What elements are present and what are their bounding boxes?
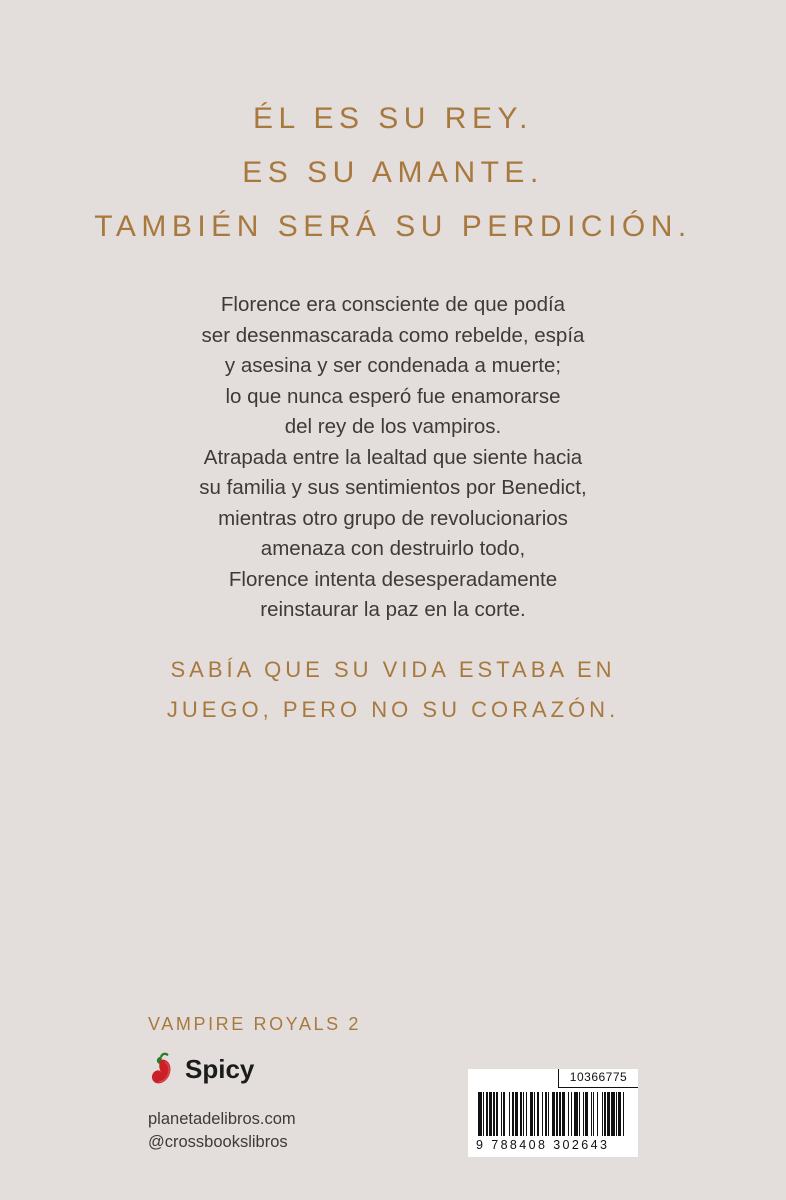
synopsis-line: Atrapada entre la lealtad que siente hacia (203, 445, 583, 469)
tagline-line-3: TAMBIÉN SERÁ SU PERDICIÓN. (94, 210, 692, 243)
synopsis-line: Florence intenta desesperadamente (228, 567, 558, 591)
imprint-name: Spicy (185, 1053, 255, 1084)
tagline-line-1: ÉL ES SU REY. (253, 102, 533, 135)
barcode-top-code: 10366775 (558, 1069, 638, 1088)
barcode-bars (478, 1092, 628, 1136)
footer-links (148, 1108, 296, 1154)
barcode-isbn-digits: 9 788408 302643 (476, 1138, 610, 1152)
synopsis-line: lo que nunca esperó fue enamorarse (225, 384, 561, 408)
tagline-line-2: ES SU AMANTE. (242, 156, 544, 189)
synopsis-line: reinstaurar la paz en la corte. (260, 598, 526, 621)
chili-pepper-icon (146, 1052, 176, 1086)
series-label: VAMPIRE ROYALS 2 (148, 1014, 361, 1034)
synopsis-line: y asesina y ser condenada a muerte; (224, 354, 562, 377)
closing-tagline-line-1: SABÍA QUE SU VIDA ESTABA EN (170, 657, 616, 682)
synopsis-line: su familia y sus sentimientos por Benedict, (199, 476, 587, 499)
synopsis-line: mientras otro grupo de revolucionarios (218, 506, 568, 530)
barcode (468, 1069, 638, 1157)
synopsis-line: Florence era consciente de que podía (220, 293, 566, 316)
synopsis-line: del rey de los vampiros. (284, 415, 502, 438)
website-url[interactable]: planetadelibros.com (148, 1110, 296, 1128)
closing-tagline-line-2: JUEGO, PERO NO SU CORAZÓN. (166, 697, 620, 722)
closing-tagline-block (0, 650, 786, 730)
social-handle[interactable]: @crossbookslibros (148, 1133, 288, 1151)
synopsis-line: amenaza con destruirlo todo, (260, 537, 526, 560)
tagline-block (0, 92, 786, 254)
imprint-logo (146, 1052, 254, 1086)
synopsis-block (0, 290, 786, 626)
synopsis-line: ser desenmascarada como rebelde, espía (201, 323, 585, 347)
